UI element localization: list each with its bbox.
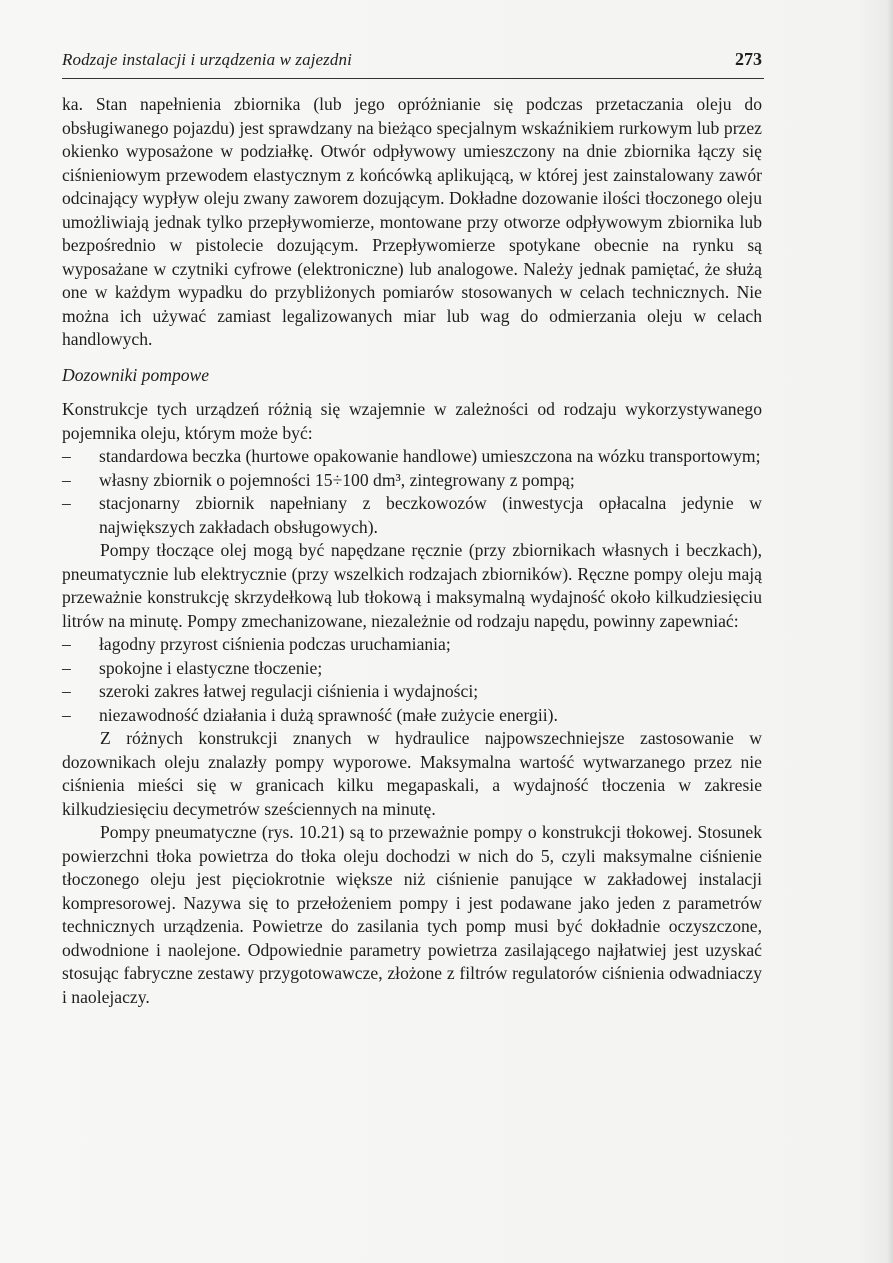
- list-item-text: standardowa beczka (hurtowe opakowanie handlowe) umieszczona na wózku transportowym;: [99, 446, 761, 466]
- dash-marker: –: [62, 681, 71, 701]
- list-item: [62, 657, 762, 681]
- dash-marker: –: [62, 704, 71, 725]
- list-item: [62, 492, 762, 539]
- list-item: [62, 704, 762, 728]
- list-item-text: szeroki zakres łatwej regulacji ciśnienia i wydajności;: [99, 681, 479, 701]
- list-item: [62, 633, 762, 657]
- dash-marker: –: [62, 657, 71, 678]
- list-item-text: własny zbiornik o pojemności 15÷100 dm³, zintegrowany z pompą;: [99, 469, 575, 490]
- list-item: [62, 680, 762, 704]
- page-body: [62, 93, 762, 1009]
- dash-list: [62, 445, 762, 539]
- page-edge-shadow: [887, 0, 893, 1263]
- running-title: Rodzaje instalacji i urządzenia w zajezdni: [62, 50, 352, 69]
- paragraph: Pompy tłoczące olej mogą być napędzane ręcznie (przy zbiornikach własnych i beczkach), pneumatycznie lub elektrycznie (przy wszelkich rodzajach zbiorników). Ręczne pompy oleju mają przeważnie konstrukcję skrzydełkową lub tłokową i maksymalną wydajność około kilkudziesięciu litrów na minutę. Pompy zmechanizowane, niezależnie od rodzaju napędu, powinny zapewniać:: [62, 540, 762, 631]
- dash-marker: –: [62, 493, 71, 513]
- page-number: 273: [735, 49, 762, 69]
- section-heading: Dozowniki pompowe: [62, 364, 210, 385]
- list-item-text: niezawodność działania i dużą sprawność (małe zużycie energii).: [99, 704, 558, 725]
- list-item: [62, 445, 762, 469]
- paragraph: Pompy pneumatyczne (rys. 10.21) są to przeważnie pompy o konstrukcji tłokowej. Stosunek powierzchni tłoka powietrza do tłoka oleju dochodzi w nich do 5, czyli maksymalne ciśnienie tłoczonego oleju jest pięciokrotnie większe niż ciśnienie panujące w zakładowej instalacji kompresorowej. Nazywa się to przełożeniem pompy i jest podawane jako jeden z parametrów technicznych urządzenia. Powietrze do zasilania tych pomp musi być dokładnie oczyszczone, odwodnione i naolejone. Odpowiednie parametry powietrza zasilającego najłatwiej jest uzyskać stosując fabryczne zestawy przygotowawcze, złożone z filtrów regulatorów ciśnienia odwadniaczy i naolejaczy.: [62, 822, 762, 1007]
- paragraph: Z różnych konstrukcji znanych w hydraulice najpowszechniejsze zastosowanie w dozownikach oleju znalazły pompy wyporowe. Maksymalna wartość wytwarzanego przez nie ciśnienia mieści się w granicach kilku megapaskali, a wydajność tłoczenia w zakresie kilkudziesięciu decymetrów sześciennych na minutę.: [62, 728, 762, 819]
- dash-marker: –: [62, 446, 71, 466]
- list-item-text: łagodny przyrost ciśnienia podczas uruchamiania;: [99, 634, 451, 654]
- list-item-text: spokojne i elastyczne tłoczenie;: [99, 657, 323, 678]
- paragraph: ka. Stan napełnienia zbiornika (lub jego opróżnianie się podczas przetaczania oleju do obsługiwanego pojazdu) jest sprawdzany na bieżąco specjalnym wskaźnikiem rurkowym lub przez okienko wyposażone w podziałkę. Otwór odpływowy umieszczony na dnie zbiornika łączy się ciśnieniowym przewodem elastycznym z końcówką aplikującą, w której jest zainstalowany zawór odcinający wypływ oleju zwany zaworem dozującym. Dokładne dozowanie ilości tłoczonego oleju umożliwiają jednak tylko przepływomierze, montowane przy otworze odpływowym zbiornika lub bezpośrednio w pistolecie dozującym. Przepływomierze spotykane obecnie na rynku są wyposażane w czytniki cyfrowe (elektroniczne) lub analogowe. Należy jednak pamiętać, że służą one w każdym wypadku do przybliżonych pomiarów stosowanych w celach technicznych. Nie można ich używać zamiast legalizowanych miar lub wag do odmierzania oleju w celach handlowych.: [62, 94, 762, 349]
- page-header: [62, 50, 762, 76]
- list-item: [62, 469, 762, 493]
- list-item-text: stacjonarny zbiornik napełniany z beczkowozów (inwestycja opłacalna jedynie w największych zakładach obsługowych).: [99, 493, 762, 537]
- dash-marker: –: [62, 634, 71, 654]
- dash-marker: –: [62, 469, 71, 490]
- paragraph: Konstrukcje tych urządzeń różnią się wzajemnie w zależności od rodzaju wykorzystywanego pojemnika oleju, którym może być:: [62, 399, 762, 443]
- dash-list: [62, 633, 762, 727]
- header-rule: [62, 78, 764, 79]
